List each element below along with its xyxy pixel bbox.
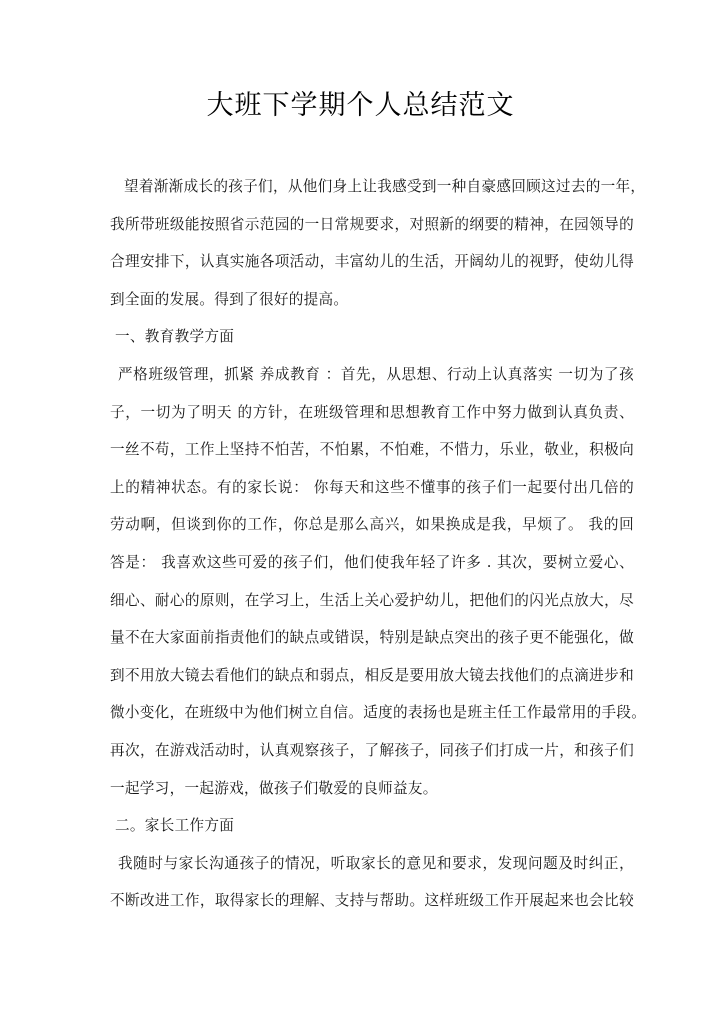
document-title: 大班下学期个人总结范文 (206, 90, 515, 121)
paragraph-line: 上的精神状态。有的家长说： 你每天和这些不懂事的孩子们一起要付出几倍的 (110, 478, 634, 496)
paragraph-line: 到不用放大镜去看他们的缺点和弱点，相反是要用放大镜去找他们的点滴进步和 (110, 666, 634, 684)
paragraph-line: 微小变化，在班级中为他们树立自信。适度的表扬也是班主任工作最常用的手段。 (110, 704, 647, 722)
paragraph-line: 细心、耐心的原则，在学习上，生活上关心爱护幼儿，把他们的闪光点放大，尽 (110, 591, 634, 609)
paragraph-line: 我所带班级能按照省示范园的一日常规要求，对照新的纲要的精神，在园领导的 (110, 215, 634, 233)
paragraph-line: 我随时与家长沟通孩子的情况，听取家长的意见和要求，发现问题及时纠正， (118, 854, 634, 872)
document-body (110, 168, 647, 920)
section-heading: 一、教育教学方面 (115, 328, 235, 346)
paragraph-line: 一丝不苟，工作上坚持不怕苦，不怕累，不怕难，不惜力，乐业，敬业，积极向 (110, 441, 634, 459)
paragraph-line: 严格班级管理，抓紧 养成教育 ：首先，从思想、行动上认真落实 一切为了孩 (118, 365, 634, 383)
paragraph-line: 到全面的发展。得到了很好的提高。 (110, 290, 349, 308)
paragraph-line: 再次，在游戏活动时，认真观察孩子，了解孩子，同孩子们打成一片，和孩子们 (110, 741, 634, 759)
paragraph-line: 望着渐渐成长的孩子们，从他们身上让我感受到一种自豪感回顾这过去的一年， (124, 178, 646, 195)
paragraph-line: 不断改进工作，取得家长的理解、支持与帮助。这样班级工作开展起来也会比较 (110, 892, 634, 910)
section-heading: 二。家长工作方面 (115, 817, 235, 835)
paragraph-line: 子，一切为了明天 的方针，在班级管理和思想教育工作中努力做到认真负责、 (110, 403, 634, 421)
paragraph-line: 劳动啊，但谈到你的工作，你总是那么高兴，如果换成是我，早烦了。 我的回 (110, 516, 634, 534)
paragraph-line: 量不在大家面前指责他们的缺点或错误，特别是缺点突出的孩子更不能强化，做 (110, 629, 634, 647)
paragraph-line: 一起学习，一起游戏，做孩子们敬爱的良师益友。 (110, 779, 438, 797)
paragraph-line: 答是： 我喜欢这些可爱的孩子们，他们使我年轻了许多 . 其次，要树立爱心、 (110, 553, 634, 571)
paragraph-line: 合理安排下，认真实施各项活动，丰富幼儿的生活，开阔幼儿的视野，使幼儿得 (110, 253, 634, 271)
